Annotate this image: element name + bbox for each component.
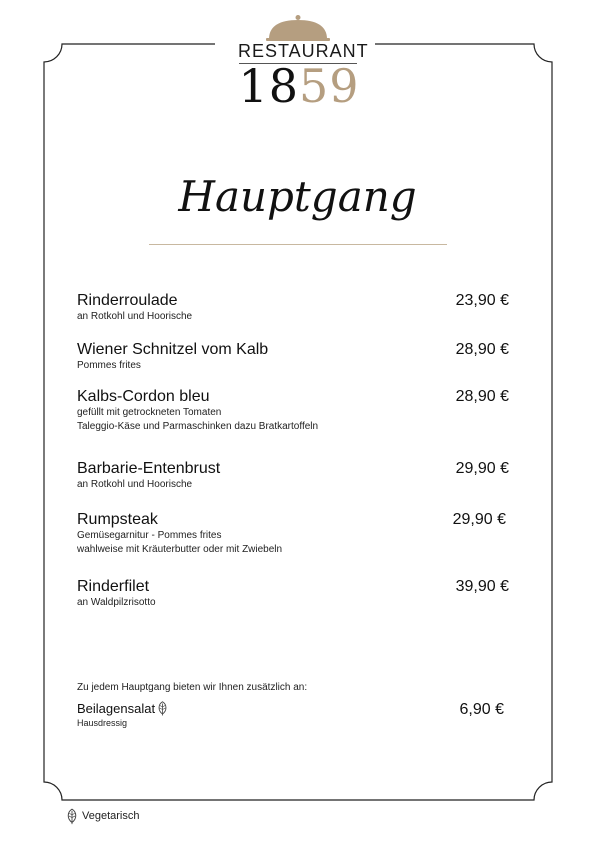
brand-year-second: 59 <box>299 59 360 113</box>
menu-item-desc: Pommes frites <box>77 360 141 371</box>
side-dish-price: 6,90 € <box>459 701 504 718</box>
legend-vegetarian <box>64 808 139 825</box>
menu-item <box>77 340 509 373</box>
menu-item-name: Rinderroulade <box>77 292 178 309</box>
side-dish-name: Beilagensalat <box>77 701 156 716</box>
menu-item-desc: an Rotkohl und Hoorische <box>77 479 193 490</box>
leaf-icon <box>66 808 78 825</box>
menu-item-desc: Gemüsegarnitur - Pommes frites <box>77 530 222 541</box>
menu-item-desc: wahlweise mit Kräuterbutter oder mit Zwiebeln <box>77 544 283 555</box>
menu-item-price: 28,90 € <box>455 388 509 405</box>
side-dish-row <box>77 700 504 717</box>
menu-item-price: 28,90 € <box>455 341 509 358</box>
menu-item-desc: an Waldpilzrisotto <box>77 597 156 608</box>
menu-item-name: Wiener Schnitzel vom Kalb <box>77 341 269 358</box>
menu-item <box>77 577 509 610</box>
menu-item-price: 29,90 € <box>452 511 506 528</box>
side-dish-desc: Hausdressig <box>77 718 128 728</box>
menu-item <box>77 387 509 434</box>
page-title: Hauptgang <box>178 172 417 221</box>
brand-name: RESTAURANT <box>238 41 369 61</box>
brand-year <box>237 60 361 112</box>
menu-item-desc: gefüllt mit getrockneten Tomaten <box>77 407 222 418</box>
legend-label: Vegetarisch <box>82 810 140 822</box>
menu-item-desc: Taleggio-Käse und Parmaschinken dazu Bratkartoffeln <box>77 421 319 432</box>
side-dish-note: Zu jedem Hauptgang bieten wir Ihnen zusätzlich an: <box>77 682 308 693</box>
menu-item <box>77 510 509 557</box>
menu-item-name: Rinderfilet <box>77 578 150 595</box>
cloche-icon <box>266 14 330 42</box>
title-divider <box>149 244 447 245</box>
menu-item-price: 23,90 € <box>455 292 509 309</box>
menu-item-price: 29,90 € <box>455 460 509 477</box>
menu-item <box>77 459 509 492</box>
menu-item-desc: an Rotkohl und Hoorische <box>77 311 193 322</box>
brand-year-first: 18 <box>238 59 299 113</box>
menu-item-name: Rumpsteak <box>77 511 158 528</box>
leaf-icon <box>157 701 168 716</box>
menu-item-name: Barbarie-Entenbrust <box>77 460 221 477</box>
menu-item-name: Kalbs-Cordon bleu <box>77 388 210 405</box>
side-dish <box>77 700 504 729</box>
menu-item-price: 39,90 € <box>455 578 509 595</box>
menu-item <box>77 291 509 324</box>
